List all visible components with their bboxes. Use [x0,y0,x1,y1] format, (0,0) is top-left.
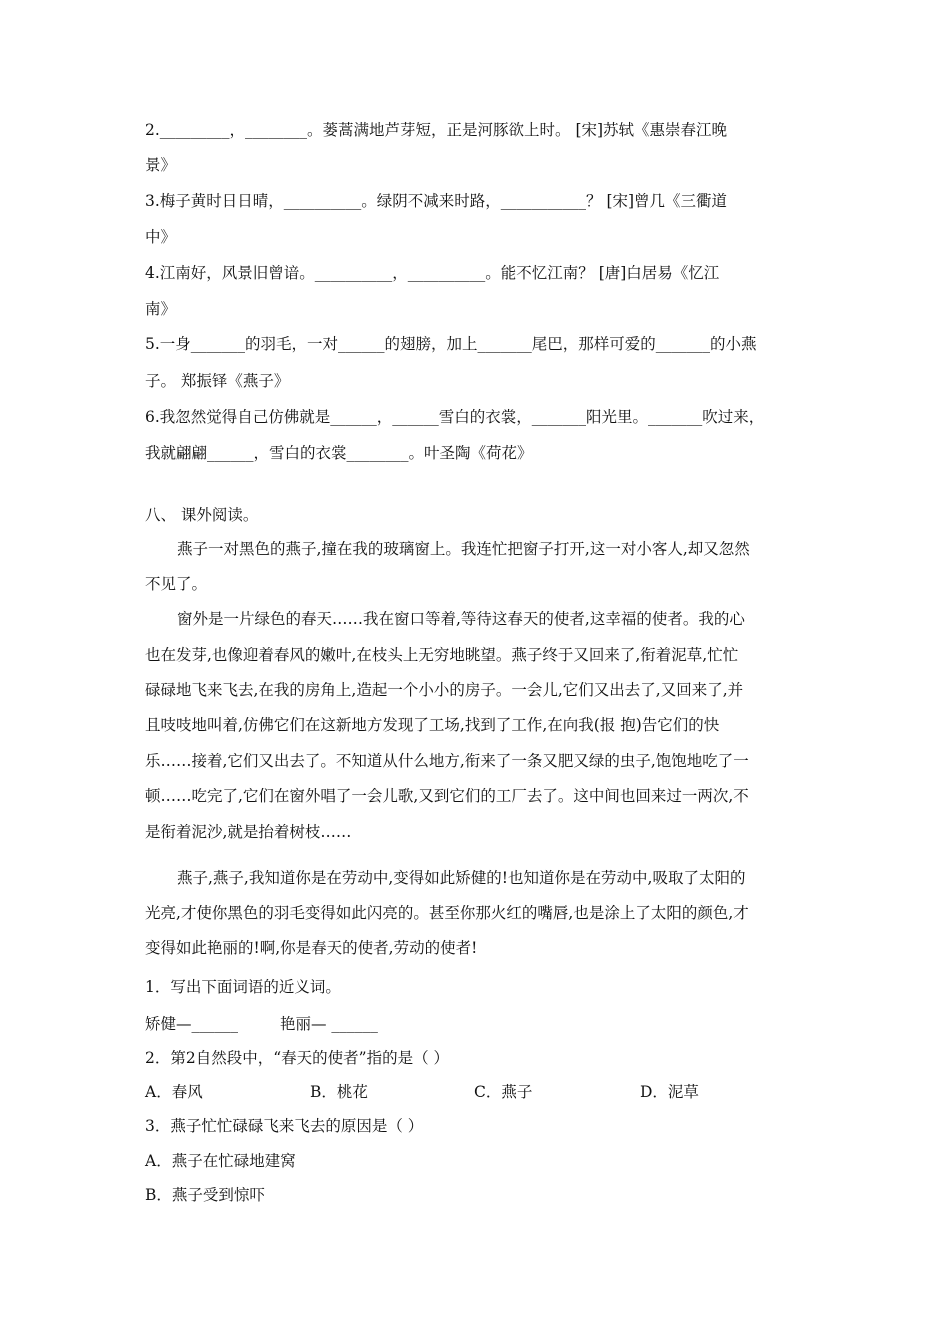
paragraph-2-line: 是衔着泥沙,就是抬着树枝…… [145,823,352,841]
fill-item-2-line2: 景》 [145,156,177,174]
paragraph-2-line: 乐……接着,它们又出去了。不知道从什么地方,衔来了一条又肥又绿的虫子,饱饱地吃了一 [145,752,749,770]
fill-item-3-line1: 3.梅子黄时日日晴，__________。绿阴不减来时路，___________？ [宋]曾几《三衢道 [145,192,728,210]
question-2-option-c: C．燕子 [474,1083,533,1101]
question-1-title: 1．写出下面词语的近义词。 [145,978,341,996]
paragraph-3-line: 光亮,才使你黑色的羽毛变得如此闪亮的。甚至你那火红的嘴唇,也是涂上了太阳的颜色,才 [145,904,749,922]
fill-item-2-line1: 2._________，________。蒌蒿满地芦芽短，正是河豚欲上时。 [宋]苏轼《惠崇春江晚 [145,121,728,139]
question-1-word-1: 矫健—______ [145,1015,239,1033]
paragraph-2-line: 且吱吱地叫着,仿佛它们在这新地方发现了工场,找到了工作,在向我(报 抱)告它们的快 [145,716,720,734]
fill-item-3-line2: 中》 [145,228,177,246]
question-2-option-b: B．桃花 [310,1083,368,1101]
fill-item-4-line2: 南》 [145,300,177,318]
question-2-option-d: D．泥草 [640,1083,699,1101]
fill-item-6-line2: 我就翩翩______，雪白的衣裳________。叶圣陶《荷花》 [145,444,533,462]
question-3-option-b: B．燕子受到惊吓 [145,1186,265,1204]
paragraph-2-line: 顿……吃完了,它们在窗外唱了一会儿歌,又到它们的工厂去了。这中间也回来过一两次,不 [145,787,749,805]
paragraph-1-line: 燕子一对黑色的燕子,撞在我的玻璃窗上。我连忙把窗子打开,这一对小客人,却又忽然 [177,540,750,558]
paragraph-2-line: 碌碌地飞来飞去,在我的房角上,造起一个小小的房子。一会儿,它们又出去了,又回来了,并 [145,681,744,699]
paragraph-2-line: 窗外是一片绿色的春天……我在窗口等着,等待这春天的使者,这幸福的使者。我的心 [177,610,745,628]
question-3-title: 3．燕子忙忙碌碌飞来飞去的原因是（ ） [145,1117,424,1135]
question-3-option-a: A．燕子在忙碌地建窝 [145,1152,296,1170]
paragraph-1-line: 不见了。 [145,575,208,593]
question-2-option-a: A．春风 [145,1083,203,1101]
paragraph-3-line: 燕子,燕子,我知道你是在劳动中,变得如此矫健的!也知道你是在劳动中,吸取了太阳的 [177,869,746,887]
paragraph-2-line: 也在发芽,也像迎着春风的嫩叶,在枝头上无穷地眺望。燕子终于又回来了,衔着泥草,忙忙 [145,646,739,664]
question-1-word-2: 艳丽— ______ [280,1015,378,1033]
paragraph-3-line: 变得如此艳丽的!啊,你是春天的使者,劳动的使者! [145,939,478,957]
fill-item-5-line1: 5.一身_______的羽毛，一对______的翅膀，加上_______尾巴，那样可爱的_______的小燕 [145,335,757,353]
fill-item-6-line1: 6.我忽然觉得自己仿佛就是______，______雪白的衣裳，_______阳光里。_______吹过来， [145,408,765,426]
fill-item-4-line1: 4.江南好，风景旧曾谙。__________，__________。能不忆江南？ [唐]白居易《忆江 [145,264,720,282]
section-title: 八、 课外阅读。 [145,506,259,524]
fill-item-5-line2: 子。 郑振铎《燕子》 [145,372,290,390]
question-2-title: 2．第2自然段中，“春天的使者”指的是（ ） [145,1049,449,1067]
